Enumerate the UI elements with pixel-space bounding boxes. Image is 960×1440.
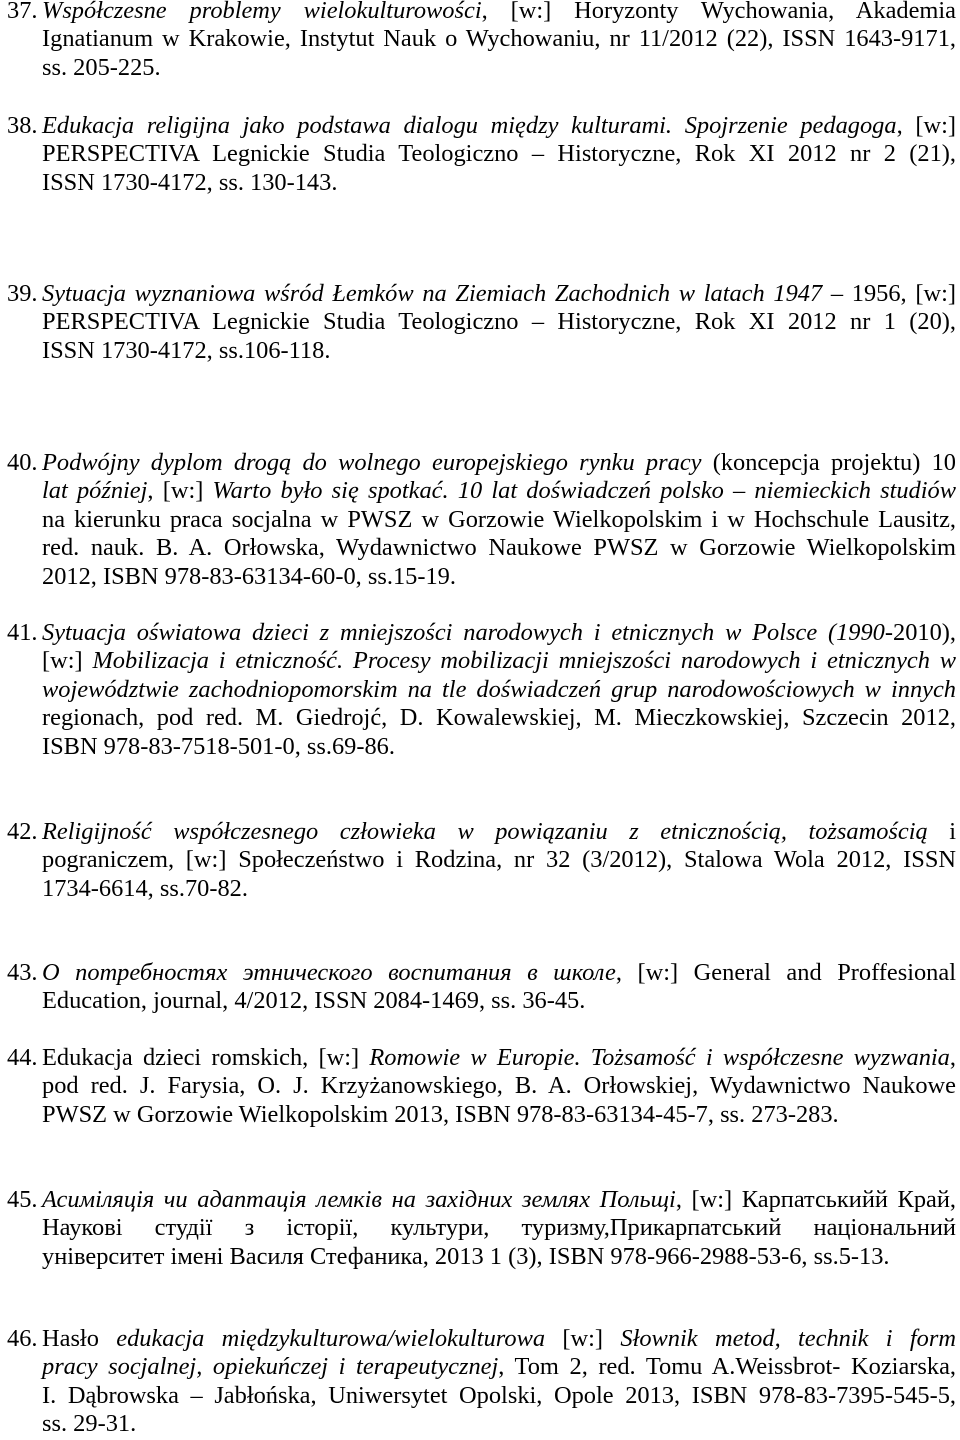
entry-text: [42, 280, 956, 365]
title-segment: edukacja międzykulturowa/wielokulturowa: [116, 1325, 546, 1352]
title-segment: pracy socjalnej, opiekuńczej i terapeutycznej: [42, 1353, 499, 1381]
text-segment: I. Dąbrowska – Jabłońska, Uniwersytet Opolski, Opole 2013, ISBN 978-83-7395-545-5,: [42, 1381, 956, 1409]
title-segment: О потребностях этнического воспитания в школе: [42, 959, 616, 986]
bibliography-entry: [7, 112, 956, 197]
text-segment: , [w:] General and Proffesional: [615, 959, 956, 986]
entry-text: [42, 1325, 956, 1439]
entry-line: [42, 676, 956, 704]
title-segment: Асиміляція чи адаптація лемків на західних землях Польщі: [42, 1186, 676, 1213]
text-segment: Education, journal, 4/2012, ISSN 2084-1469, ss. 36-45.: [42, 987, 586, 1015]
entry-line: [42, 337, 956, 365]
entry-line: [42, 704, 956, 732]
entry-text: [42, 1186, 956, 1271]
entry-line: [42, 1101, 956, 1129]
text-segment: , [w:]: [896, 112, 956, 139]
text-segment: regionach, pod red. M. Giedrojć, D. Kowalewskiej, M. Mieczkowskiej, Szczecin 2012,: [42, 704, 956, 732]
entry-line: [42, 1186, 956, 1214]
entry-line: [42, 1072, 956, 1100]
title-segment: Romowie w Europie. Tożsamość i współczesne wyzwania: [369, 1044, 950, 1071]
entry-number: 45.: [7, 1186, 38, 1213]
bibliography-entry: [7, 280, 956, 365]
entry-number: 41.: [7, 619, 38, 646]
entry-line: [42, 112, 956, 140]
entry-number: 39.: [7, 280, 38, 307]
entry-number: 42.: [7, 818, 38, 845]
entry-line: [42, 140, 956, 168]
text-segment: ISBN 978-83-7518-501-0, ss.69-86.: [42, 732, 395, 760]
entry-line: [42, 846, 956, 874]
entry-number: 37.: [7, 0, 38, 24]
text-segment: ss. 205-225.: [42, 53, 161, 81]
entry-line: [42, 169, 956, 197]
entry-line: [42, 959, 956, 987]
entry-number: 38.: [7, 112, 38, 139]
text-segment: Наукові студії з історії, культури, туризму,Прикарпатський національний: [42, 1214, 956, 1242]
text-segment: Hasło: [42, 1325, 117, 1352]
entry-text: [42, 1044, 956, 1129]
entry-line: [42, 1243, 956, 1271]
title-segment: Religijność współczesnego człowieka w powiązaniu z etnicznością, tożsamością: [42, 818, 928, 845]
text-segment: pograniczem, [w:] Społeczeństwo i Rodzina, nr 32 (3/2012), Stalowa Wola 2012, ISSN: [42, 846, 956, 874]
entry-text: [42, 619, 956, 761]
bibliography-entry: [7, 1325, 956, 1439]
bibliography-entry: [7, 1186, 956, 1271]
title-segment: Sytuacja oświatowa dzieci z mniejszości narodowych i etnicznych w Polsce (1990: [42, 619, 885, 646]
text-segment: ISSN 1730-4172, ss.106-118.: [42, 336, 331, 364]
text-segment: PERSPECTIVA Legnickie Studia Teologiczno – Historyczne, Rok XI 2012 nr 2 (21),: [42, 140, 956, 168]
bibliography-entry: [7, 619, 956, 761]
text-segment: 2012, ISBN 978-83-63134-60-0, ss.15-19.: [42, 562, 456, 590]
bibliography-entry: [7, 959, 956, 1016]
entry-line: [42, 1410, 956, 1438]
text-segment: [w:]: [42, 647, 93, 675]
bibliography-entry: [7, 1044, 956, 1129]
text-segment: 1734-6614, ss.70-82.: [42, 874, 248, 902]
entry-line: [42, 619, 956, 647]
text-segment: ,: [949, 1044, 956, 1071]
entry-text: [42, 0, 956, 82]
text-segment: ISSN 1730-4172, ss. 130-143.: [42, 168, 338, 196]
text-segment: PERSPECTIVA Legnickie Studia Teologiczno – Historyczne, Rok XI 2012 nr 1 (20),: [42, 308, 956, 336]
title-segment: Warto było się spotkać. 10 lat doświadczeń polsko – niemieckich studiów: [212, 477, 956, 505]
entry-line: [42, 733, 956, 761]
entry-line: [42, 875, 956, 903]
entry-line: [42, 534, 956, 562]
title-segment: Słownik metod, technik i form: [620, 1325, 956, 1352]
title-segment: Mobilizacja i etniczność. Procesy mobilizacji mniejszości narodowych i etnicznych w: [92, 647, 957, 675]
entry-line: [42, 308, 956, 336]
text-segment: [w:]: [545, 1325, 621, 1352]
text-segment: PWSZ w Gorzowie Wielkopolskim 2013, ISBN 978-83-63134-45-7, ss. 273-283.: [42, 1100, 839, 1128]
text-segment: red. nauk. B. A. Orłowska, Wydawnictwo Naukowe PWSZ w Gorzowie Wielkopolskim: [42, 534, 956, 562]
text-segment: na kierunku praca socjalna w PWSZ w Gorzowie Wielkopolskim i w Hochschule Lausitz,: [42, 505, 956, 533]
text-segment: , [w:] Horyzonty Wychowania, Akademia: [481, 0, 957, 24]
title-segment: Edukacja religijna jako podstawa dialogu między kulturami. Spojrzenie pedagoga: [42, 112, 897, 139]
text-segment: -2010),: [884, 619, 956, 646]
text-segment: , Tom 2, red. Tomu A.Weissbrot- Koziarska,: [498, 1353, 956, 1381]
title-segment: województwie zachodniopomorskim na tle doświadczeń grup narodowościowych w innych: [42, 675, 956, 703]
bibliography-entry: [7, 818, 956, 903]
entry-line: [42, 1044, 956, 1072]
entry-text: [42, 112, 956, 197]
entry-line: [42, 280, 956, 308]
entry-line: [42, 449, 956, 477]
entry-line: [42, 1325, 956, 1353]
text-segment: , [w:]: [147, 477, 213, 505]
entry-line: [42, 477, 956, 505]
entry-line: [42, 818, 956, 846]
entry-line: [42, 25, 956, 53]
text-segment: ss. 29-31.: [42, 1410, 137, 1438]
text-segment: Ignatianum w Krakowie, Instytut Nauk o Wychowaniu, nr 11/2012 (22), ISSN 1643-9171,: [42, 25, 956, 53]
entry-text: [42, 959, 956, 1016]
text-segment: (koncepcja projektu) 10: [701, 449, 956, 476]
entry-line: [42, 506, 956, 534]
entry-line: [42, 0, 956, 25]
text-segment: – 1956, [w:]: [822, 280, 956, 307]
entry-line: [42, 563, 956, 591]
entry-line: [42, 1382, 956, 1410]
entry-line: [42, 647, 956, 675]
entry-text: [42, 449, 956, 591]
title-segment: Współczesne problemy wielokulturowości: [42, 0, 482, 24]
entry-line: [42, 1214, 956, 1242]
text-segment: i: [927, 818, 956, 845]
entry-line: [42, 987, 956, 1015]
entry-line: [42, 1353, 956, 1381]
bibliography-entry: [7, 449, 956, 591]
text-segment: Edukacja dzieci romskich, [w:]: [42, 1044, 370, 1071]
text-segment: університет імені Василя Стефаника, 2013 1 (3), ISBN 978-966-2988-53-6, ss.5-13.: [42, 1242, 890, 1270]
text-segment: pod red. J. Farysia, O. J. Krzyżanowskiego, B. A. Orłowskiej, Wydawnictwo Naukowe: [42, 1072, 956, 1100]
entry-number: 43.: [7, 959, 38, 986]
title-segment: Sytuacja wyznaniowa wśród Łemków na Ziemiach Zachodnich w latach 1947: [42, 280, 823, 307]
entry-text: [42, 818, 956, 903]
title-segment: Podwójny dyplom drogą do wolnego europejskiego rynku pracy: [42, 449, 702, 476]
entry-number: 46.: [7, 1325, 38, 1352]
entry-number: 44.: [7, 1044, 38, 1071]
title-segment: lat później: [42, 477, 148, 505]
text-segment: , [w:] Карпатськийй Край,: [675, 1186, 956, 1213]
entry-line: [42, 54, 956, 82]
entry-number: 40.: [7, 449, 38, 476]
bibliography-entry: [7, 0, 956, 82]
